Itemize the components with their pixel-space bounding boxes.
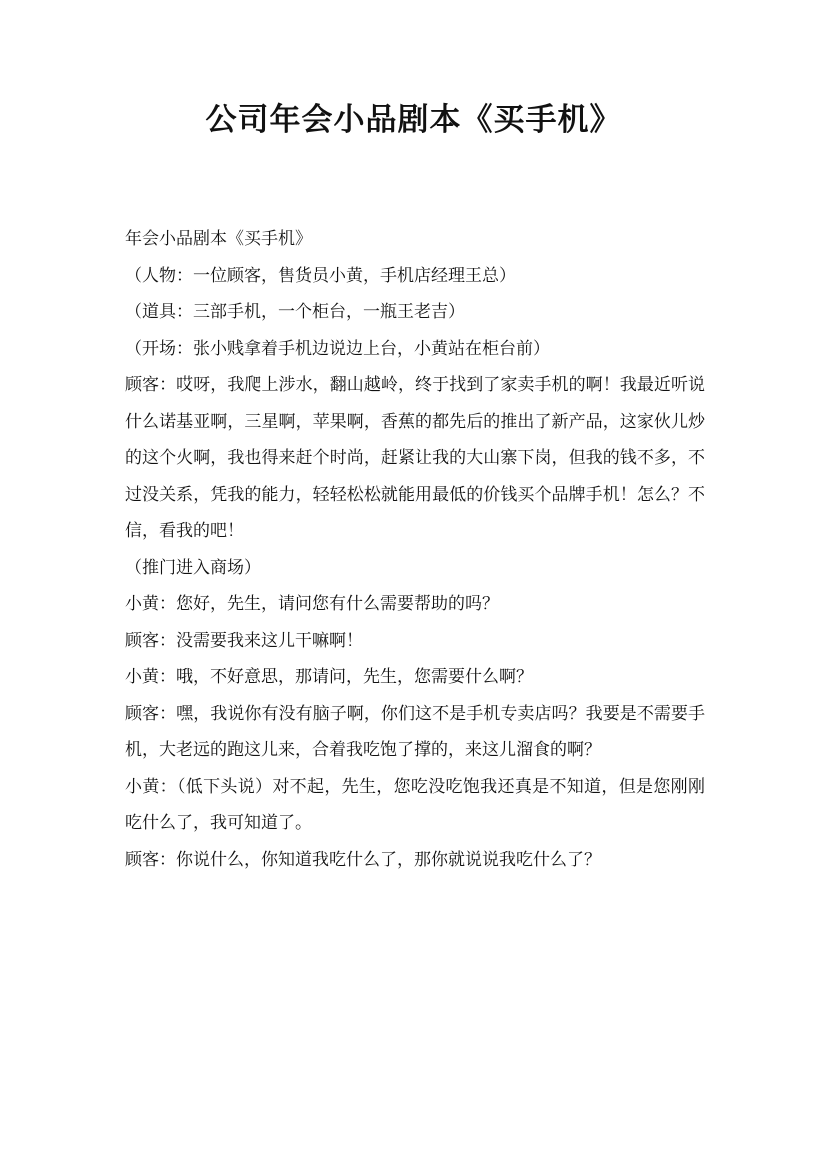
paragraph: （开场：张小贱拿着手机边说边上台，小黄站在柜台前） xyxy=(125,338,550,359)
document-title: 公司年会小品剧本《买手机》 xyxy=(205,102,622,138)
paragraph: （推门进入商场） xyxy=(125,557,261,578)
paragraph: 年会小品剧本《买手机》 xyxy=(125,229,312,249)
paragraph: 小黄：您好，先生，请问您有什么需要帮助的吗？ xyxy=(125,594,499,614)
paragraph: 顾客：嘿，我说你有没有脑子啊，你们这不是手机专卖店吗？我要是不需要手机，大老远的跑这儿来，合着我吃饱了撑的，来这儿溜食的啊？ xyxy=(125,703,705,760)
paragraph: （道具：三部手机，一个柜台，一瓶王老吉） xyxy=(125,302,465,322)
paragraph: （人物：一位顾客，售货员小黄，手机店经理王总） xyxy=(125,265,516,286)
paragraph: 小黄：（低下头说）对不起，先生，您吃没吃饱我还真是不知道，但是您刚刚吃什么了，我可知道了。 xyxy=(125,776,705,833)
document-body xyxy=(125,221,705,878)
paragraph: 顾客：你说什么，你知道我吃什么了，那你就说说我吃什么了？ xyxy=(125,849,601,870)
paragraph: 顾客：没需要我来这儿干嘛啊！ xyxy=(125,630,363,651)
paragraph: 顾客：哎呀，我爬上涉水，翻山越岭，终于找到了家卖手机的啊！我最近听说什么诺基亚啊，三星啊，苹果啊，香蕉的都先后的推出了新产品，这家伙儿炒的这个火啊，我也得来赶个时尚，赶紧让我的大山寨下岗，但我的钱不多，不过没关系，凭我的能力，轻轻松松就能用最低的价钱买个品牌手机！怎么？不信，看我的吧！ xyxy=(125,375,705,541)
paragraph: 小黄：哦，不好意思，那请问，先生，您需要什么啊？ xyxy=(125,667,533,687)
